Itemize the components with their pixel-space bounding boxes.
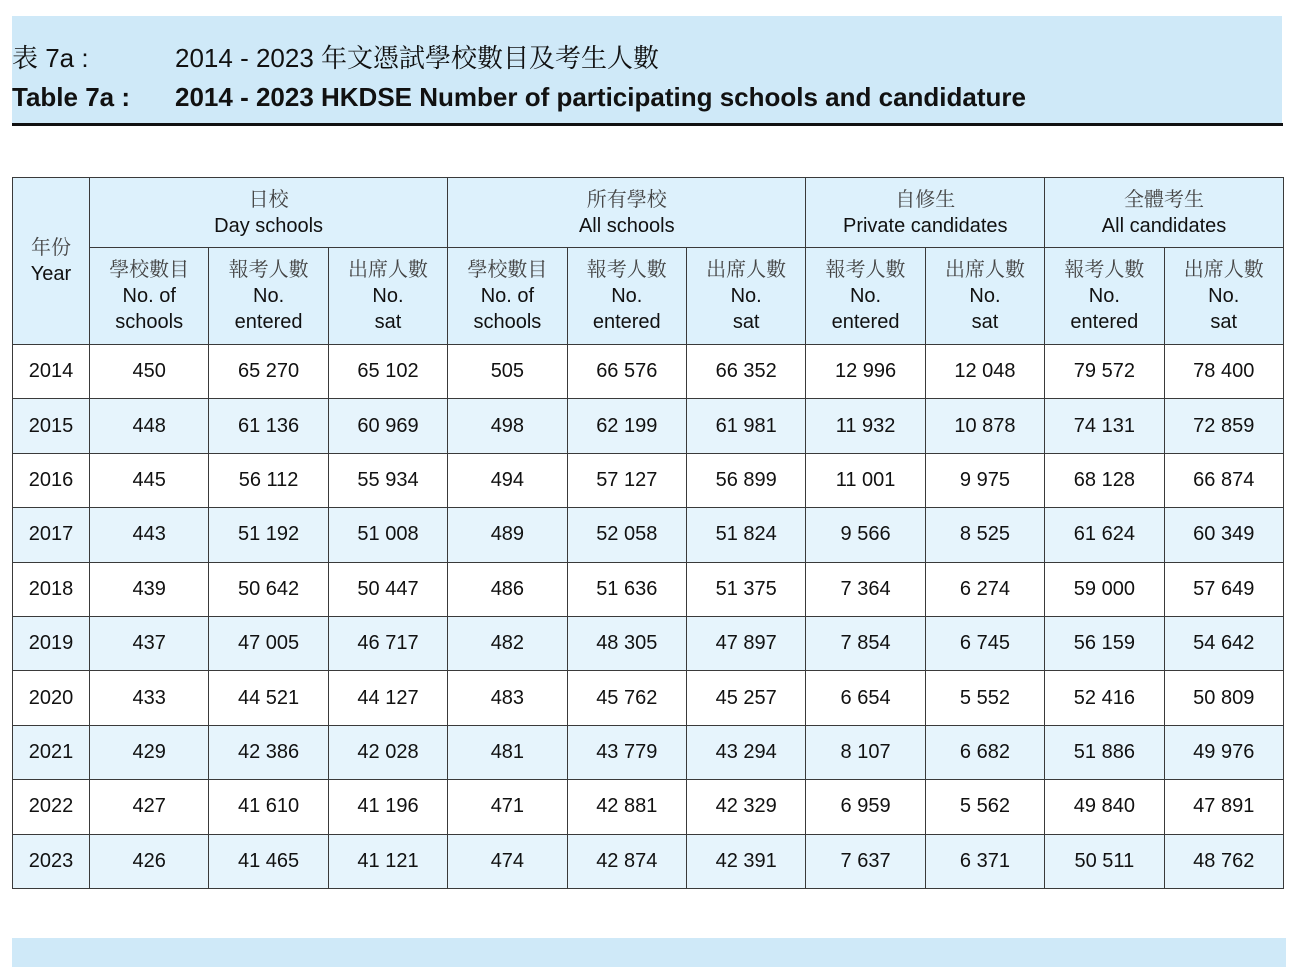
value-cell: 54 642: [1164, 616, 1283, 670]
column-header-en2: schools: [115, 311, 184, 333]
column-header: [686, 248, 805, 345]
value-cell: 60 969: [328, 399, 447, 453]
year-cell: 2022: [13, 780, 90, 834]
column-header: [806, 248, 925, 345]
value-cell: 439: [90, 562, 209, 616]
value-cell: 42 386: [209, 725, 328, 779]
title-en-text: 2014 - 2023 HKDSE Number of participating schools and candidature: [175, 82, 1026, 112]
value-cell: 51 375: [686, 562, 805, 616]
value-cell: 66 576: [567, 345, 686, 399]
value-cell: 494: [448, 453, 567, 507]
column-header-en2: entered: [831, 311, 900, 333]
value-cell: 56 159: [1045, 616, 1164, 670]
value-cell: 445: [90, 453, 209, 507]
value-cell: 51 886: [1045, 725, 1164, 779]
year-cell: 2020: [13, 671, 90, 725]
column-header: [567, 248, 686, 345]
column-header: [209, 248, 328, 345]
table-row: [13, 671, 1284, 725]
column-header-en1: No.: [1088, 285, 1120, 307]
table-row: [13, 725, 1284, 779]
value-cell: 50 809: [1164, 671, 1283, 725]
column-header-en2: entered: [592, 311, 661, 333]
column-header-en2: entered: [234, 311, 303, 333]
title-underline: [12, 123, 1283, 126]
value-cell: 79 572: [1045, 345, 1164, 399]
value-cell: 46 717: [328, 616, 447, 670]
value-cell: 9 975: [925, 453, 1044, 507]
table-row: [13, 616, 1284, 670]
value-cell: 42 874: [567, 834, 686, 888]
value-cell: 48 762: [1164, 834, 1283, 888]
year-cell: 2021: [13, 725, 90, 779]
value-cell: 41 610: [209, 780, 328, 834]
group-header-zh: 自修生: [895, 188, 956, 211]
value-cell: 66 874: [1164, 453, 1283, 507]
value-cell: 42 881: [567, 780, 686, 834]
value-cell: 429: [90, 725, 209, 779]
value-cell: 51 636: [567, 562, 686, 616]
table-row: [13, 834, 1284, 888]
group-header-private-candidates: [806, 178, 1045, 248]
value-cell: 41 121: [328, 834, 447, 888]
value-cell: 50 511: [1045, 834, 1164, 888]
candidature-table: [12, 177, 1284, 889]
value-cell: 450: [90, 345, 209, 399]
value-cell: 61 136: [209, 399, 328, 453]
column-header: [448, 248, 567, 345]
title-zh-text: 2014 - 2023 年文憑試學校數目及考生人數: [175, 43, 660, 73]
column-header-en1: No. of: [122, 285, 176, 307]
value-cell: 42 391: [686, 834, 805, 888]
column-header-en1: No. of: [480, 285, 535, 307]
value-cell: 12 996: [806, 345, 925, 399]
value-cell: 43 779: [567, 725, 686, 779]
value-cell: 5 552: [925, 671, 1044, 725]
value-cell: 59 000: [1045, 562, 1164, 616]
column-header-zh: 出席人數: [1183, 259, 1264, 281]
value-cell: 43 294: [686, 725, 805, 779]
column-header-zh: 出席人數: [347, 259, 428, 281]
column-header-en1: No.: [730, 285, 762, 307]
value-cell: 433: [90, 671, 209, 725]
table-row: [13, 562, 1284, 616]
year-header-zh: 年份: [31, 237, 71, 259]
group-header-en: Day schools: [214, 214, 324, 237]
value-cell: 61 624: [1045, 508, 1164, 562]
value-cell: 52 416: [1045, 671, 1164, 725]
year-cell: 2019: [13, 616, 90, 670]
column-header-en2: schools: [473, 311, 542, 333]
column-header: [1045, 248, 1164, 345]
column-header: [1164, 248, 1283, 345]
table-row: [13, 508, 1284, 562]
group-header-day-schools: [90, 178, 448, 248]
value-cell: 11 932: [806, 399, 925, 453]
value-cell: 72 859: [1164, 399, 1283, 453]
value-cell: 448: [90, 399, 209, 453]
value-cell: 51 824: [686, 508, 805, 562]
value-cell: 47 005: [209, 616, 328, 670]
value-cell: 5 562: [925, 780, 1044, 834]
value-cell: 443: [90, 508, 209, 562]
column-header-en2: entered: [1070, 311, 1139, 333]
value-cell: 57 127: [567, 453, 686, 507]
table-body: [13, 345, 1284, 889]
group-header-zh: 日校: [248, 188, 289, 211]
value-cell: 8 107: [806, 725, 925, 779]
value-cell: 486: [448, 562, 567, 616]
year-cell: 2014: [13, 345, 90, 399]
column-header-en1: No.: [1208, 285, 1240, 307]
value-cell: 49 840: [1045, 780, 1164, 834]
value-cell: 6 654: [806, 671, 925, 725]
group-header-all-candidates: [1045, 178, 1284, 248]
title-zh-label: [12, 38, 89, 75]
value-cell: 74 131: [1045, 399, 1164, 453]
value-cell: 61 981: [686, 399, 805, 453]
value-cell: 50 447: [328, 562, 447, 616]
year-cell: 2023: [13, 834, 90, 888]
column-header-en2: sat: [1210, 311, 1238, 333]
value-cell: 6 274: [925, 562, 1044, 616]
value-cell: 49 976: [1164, 725, 1283, 779]
group-header-en: Private candidates: [842, 214, 1008, 237]
value-cell: 427: [90, 780, 209, 834]
value-cell: 62 199: [567, 399, 686, 453]
value-cell: 7 854: [806, 616, 925, 670]
value-cell: 8 525: [925, 508, 1044, 562]
value-cell: 57 649: [1164, 562, 1283, 616]
year-cell: 2015: [13, 399, 90, 453]
title-en-label: Table 7a :: [12, 82, 131, 112]
value-cell: 7 637: [806, 834, 925, 888]
year-header: [13, 178, 90, 345]
value-cell: 12 048: [925, 345, 1044, 399]
year-cell: 2017: [13, 508, 90, 562]
value-cell: 481: [448, 725, 567, 779]
value-cell: 483: [448, 671, 567, 725]
column-header-zh: 報考人數: [228, 259, 309, 281]
column-header-zh: 出席人數: [944, 259, 1025, 281]
value-cell: 45 257: [686, 671, 805, 725]
value-cell: 55 934: [328, 453, 447, 507]
value-cell: 6 682: [925, 725, 1044, 779]
value-cell: 10 878: [925, 399, 1044, 453]
column-header: [90, 248, 209, 345]
value-cell: 51 192: [209, 508, 328, 562]
table-row: [13, 345, 1284, 399]
group-header-zh: 全體考生: [1124, 188, 1205, 211]
table-row: [13, 399, 1284, 453]
column-header-en1: No.: [849, 285, 882, 307]
year-cell: 2016: [13, 453, 90, 507]
value-cell: 437: [90, 616, 209, 670]
value-cell: 42 329: [686, 780, 805, 834]
column-header-en1: No.: [372, 285, 404, 307]
subheader-row: [13, 248, 1284, 345]
value-cell: 11 001: [806, 453, 925, 507]
value-cell: 51 008: [328, 508, 447, 562]
value-cell: 9 566: [806, 508, 925, 562]
value-cell: 6 371: [925, 834, 1044, 888]
value-cell: 68 128: [1045, 453, 1164, 507]
table-row: [13, 780, 1284, 834]
value-cell: 7 364: [806, 562, 925, 616]
value-cell: 78 400: [1164, 345, 1283, 399]
column-header-en1: No.: [611, 285, 643, 307]
column-header-en2: sat: [732, 311, 760, 333]
column-header-en1: No.: [253, 285, 285, 307]
column-header: [328, 248, 447, 345]
value-cell: 48 305: [567, 616, 686, 670]
value-cell: 47 891: [1164, 780, 1283, 834]
value-cell: 44 521: [209, 671, 328, 725]
column-header-en2: sat: [971, 311, 999, 333]
group-header-en: All schools: [578, 214, 675, 237]
value-cell: 471: [448, 780, 567, 834]
value-cell: 6 959: [806, 780, 925, 834]
column-header-zh: 報考人數: [586, 259, 667, 281]
value-cell: 65 102: [328, 345, 447, 399]
year-header-en: Year: [30, 263, 72, 285]
next-section-band: [12, 938, 1286, 967]
column-header: [925, 248, 1044, 345]
value-cell: 6 745: [925, 616, 1044, 670]
group-header-en: All candidates: [1101, 214, 1227, 237]
value-cell: 60 349: [1164, 508, 1283, 562]
column-header-zh: 學校數目: [109, 259, 190, 281]
column-header-zh: 學校數目: [467, 259, 548, 281]
value-cell: 45 762: [567, 671, 686, 725]
value-cell: 41 465: [209, 834, 328, 888]
value-cell: 498: [448, 399, 567, 453]
value-cell: 50 642: [209, 562, 328, 616]
column-header-zh: 報考人數: [825, 259, 906, 281]
title-zh-label-text: 表 7a :: [12, 43, 89, 73]
value-cell: 44 127: [328, 671, 447, 725]
value-cell: 56 112: [209, 453, 328, 507]
column-header-zh: 出席人數: [706, 259, 787, 281]
value-cell: 66 352: [686, 345, 805, 399]
value-cell: 47 897: [686, 616, 805, 670]
value-cell: 505: [448, 345, 567, 399]
value-cell: 65 270: [209, 345, 328, 399]
group-header-all-schools: [448, 178, 806, 248]
value-cell: 56 899: [686, 453, 805, 507]
group-header-zh: 所有學校: [586, 188, 667, 211]
value-cell: 482: [448, 616, 567, 670]
value-cell: 52 058: [567, 508, 686, 562]
table-row: [13, 453, 1284, 507]
value-cell: 426: [90, 834, 209, 888]
column-header-zh: 報考人數: [1064, 259, 1145, 281]
column-header-en1: No.: [969, 285, 1001, 307]
value-cell: 489: [448, 508, 567, 562]
value-cell: 42 028: [328, 725, 447, 779]
column-header-en2: sat: [374, 311, 402, 333]
value-cell: 41 196: [328, 780, 447, 834]
year-cell: 2018: [13, 562, 90, 616]
value-cell: 474: [448, 834, 567, 888]
